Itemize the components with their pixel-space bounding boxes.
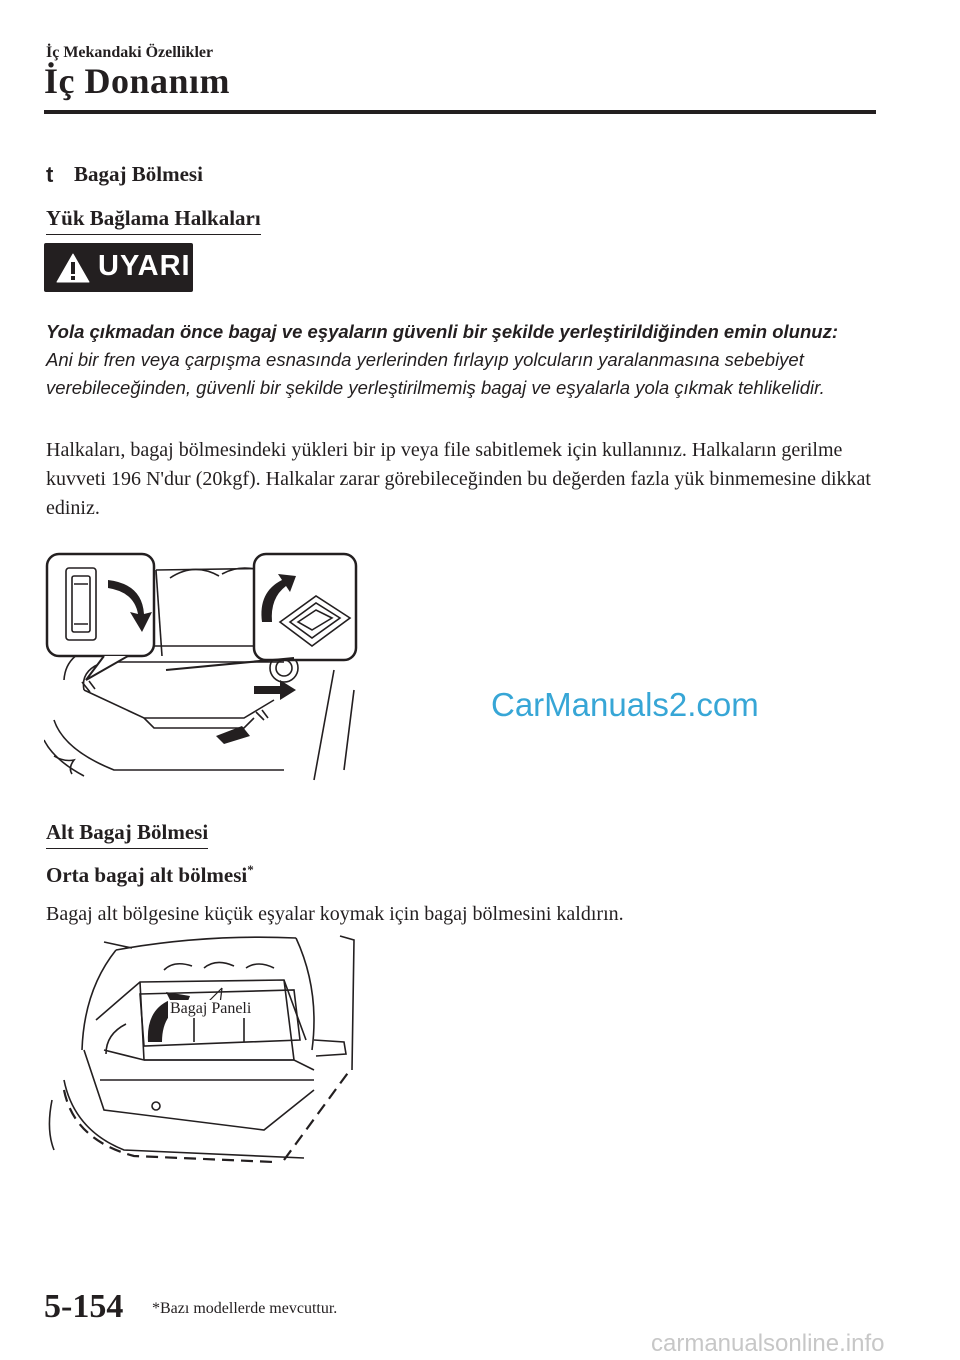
- availability-mark: *: [247, 862, 254, 877]
- warning-badge: [44, 243, 193, 292]
- tie-down-paragraph: Halkaları, bagaj bölmesindeki yükleri bir ip veya file sabitlemek için kullanınız. Halkaların gerilme kuvveti 196 N'dur (20kgf). Halkalar zarar görebileceğinden bu değerden fazla yük binmemesine dikkat ediniz.: [46, 439, 871, 519]
- sub-trunk-paragraph: Bagaj alt bölgesine küçük eşyalar koymak için bagaj bölmesini kaldırın.: [46, 903, 624, 925]
- section-marker: t: [46, 162, 54, 187]
- page-number: 5-154: [44, 1288, 124, 1325]
- page-title: İç Donanım: [44, 61, 231, 101]
- tie-down-hooks-illustration: [44, 550, 374, 790]
- footer-site-watermark: carmanualsonline.info: [651, 1330, 885, 1357]
- trunk-board-label: Bagaj Paneli: [170, 1000, 252, 1017]
- header-rule: [44, 110, 876, 114]
- subsection-title-tie-down-hooks: Yük Bağlama Halkaları: [46, 206, 261, 235]
- warning-triangle-icon: [56, 253, 90, 283]
- section-title: Bagaj Bölmesi: [74, 162, 203, 186]
- watermark: CarManuals2.com: [491, 686, 759, 723]
- warning-label: UYARI: [98, 250, 191, 282]
- trunk-board-illustration: [44, 930, 364, 1170]
- item-title-text: Orta bagaj alt bölmesi: [46, 863, 248, 887]
- footnote: *Bazı modellerde mevcuttur.: [152, 1300, 338, 1317]
- item-title-center-sub-trunk: [46, 862, 254, 888]
- warning-heading: Yola çıkmadan önce bagaj ve eşyaların güvenli bir şekilde yerleştirildiğinden emin olunuz:: [46, 321, 838, 342]
- warning-body: Ani bir fren veya çarpışma esnasında yerlerinden fırlayıp yolcuların yaralanmasına sebebiyet verebileceğinden, güvenli bir şekilde yerleştirilmemiş bagaj ve eşyalarla yola çıkmak tehlikelidir.: [46, 349, 825, 398]
- subsection-title-under-cargo: Alt Bagaj Bölmesi: [46, 820, 208, 849]
- breadcrumb: İç Mekandaki Özellikler: [46, 44, 214, 61]
